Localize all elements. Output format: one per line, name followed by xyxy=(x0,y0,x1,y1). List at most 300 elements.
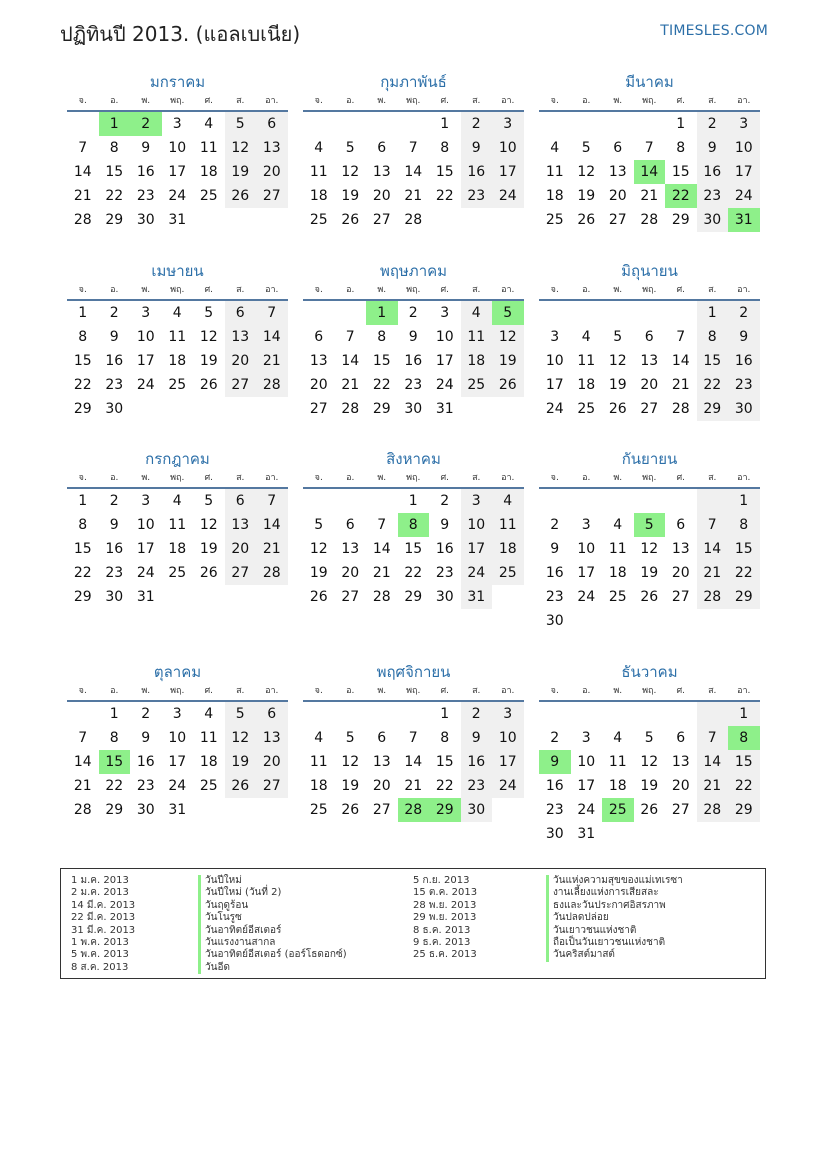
weekday-label: จ. xyxy=(550,285,559,295)
day-cell: 2 xyxy=(550,517,560,533)
day-cell: 15 xyxy=(728,537,760,561)
day-cell: 12 xyxy=(341,164,360,180)
day-cell: 2 xyxy=(550,730,560,746)
holiday-day-cell: 1 xyxy=(366,301,398,325)
day-cell: 4 xyxy=(581,329,591,345)
month-name: มีนาคม xyxy=(625,73,674,91)
day-cell: 13 xyxy=(309,353,328,369)
day-cell: 21 xyxy=(640,188,659,204)
day-cell: 19 xyxy=(640,565,659,581)
weekday-label: พ. xyxy=(141,285,151,295)
day-cell: 28 xyxy=(697,585,729,609)
day-cell: 6 xyxy=(613,140,623,156)
day-cell: 1 xyxy=(697,301,729,325)
day-cell: 15 xyxy=(105,164,124,180)
day-cell: 11 xyxy=(168,517,187,533)
day-cell: 28 xyxy=(73,212,92,228)
day-cell: 4 xyxy=(172,305,182,321)
day-cell: 9 xyxy=(408,329,418,345)
day-cell: 27 xyxy=(608,212,627,228)
day-cell: 17 xyxy=(577,778,596,794)
holiday-name: ธงและวันประกาศอิสรภาพ xyxy=(546,900,683,912)
day-cell: 11 xyxy=(199,140,218,156)
empty-cell xyxy=(602,301,634,325)
empty-cell xyxy=(634,489,666,513)
day-cell: 26 xyxy=(309,589,328,605)
day-cell: 23 xyxy=(136,778,155,794)
day-cell: 25 xyxy=(168,565,187,581)
day-cell: 1 xyxy=(78,493,88,509)
day-cell: 4 xyxy=(204,116,214,132)
empty-cell xyxy=(335,301,367,325)
day-cell: 3 xyxy=(492,702,524,726)
day-cell: 18 xyxy=(608,565,627,581)
day-cell: 25 xyxy=(168,377,187,393)
holiday-date: 15 ต.ค. 2013 xyxy=(413,887,478,899)
day-cell: 11 xyxy=(608,754,627,770)
month-calendar xyxy=(539,447,760,633)
day-cell: 24 xyxy=(545,401,564,417)
weekday-header xyxy=(303,684,524,698)
day-cell: 10 xyxy=(435,329,454,345)
day-cell: 21 xyxy=(256,349,288,373)
month-name: สิงหาคม xyxy=(386,450,441,468)
day-cell: 30 xyxy=(461,798,493,822)
empty-cell xyxy=(697,702,729,726)
day-cell: 29 xyxy=(105,802,124,818)
day-cell: 10 xyxy=(577,541,596,557)
day-cell: 10 xyxy=(577,754,596,770)
day-cell: 12 xyxy=(199,517,218,533)
weekday-label: อา. xyxy=(265,285,279,295)
day-cell: 20 xyxy=(341,565,360,581)
day-cell: 25 xyxy=(199,778,218,794)
day-cell: 30 xyxy=(545,826,564,842)
day-cell: 14 xyxy=(256,325,288,349)
day-cell: 18 xyxy=(608,778,627,794)
weekday-label: ศ. xyxy=(440,96,450,106)
day-cell: 12 xyxy=(225,136,257,160)
day-grid xyxy=(67,489,288,609)
day-cell: 12 xyxy=(199,329,218,345)
legend-left-dates xyxy=(71,875,135,974)
weekday-header xyxy=(303,94,524,108)
holiday-day-cell: 22 xyxy=(665,184,697,208)
empty-cell xyxy=(602,702,634,726)
day-cell: 24 xyxy=(492,184,524,208)
day-cell: 20 xyxy=(225,349,257,373)
day-cell: 27 xyxy=(671,589,690,605)
day-cell: 8 xyxy=(109,730,119,746)
day-cell: 5 xyxy=(345,730,355,746)
weekday-label: จ. xyxy=(314,285,323,295)
month-name: กุมภาพันธ์ xyxy=(380,73,447,91)
day-cell: 29 xyxy=(73,589,92,605)
day-cell: 6 xyxy=(377,730,387,746)
day-cell: 21 xyxy=(73,188,92,204)
empty-cell xyxy=(303,112,335,136)
day-cell: 3 xyxy=(492,112,524,136)
day-cell: 10 xyxy=(136,329,155,345)
weekday-label: ส. xyxy=(472,285,481,295)
empty-cell xyxy=(335,112,367,136)
month-name: เมษายน xyxy=(151,262,204,280)
day-cell: 31 xyxy=(168,802,187,818)
day-cell: 9 xyxy=(697,136,729,160)
brand-link[interactable]: TIMESLES.COM xyxy=(660,23,768,39)
day-cell: 29 xyxy=(671,212,690,228)
day-cell: 27 xyxy=(225,561,257,585)
weekday-label: ศ. xyxy=(676,473,686,483)
day-cell: 13 xyxy=(671,541,690,557)
weekday-label: จ. xyxy=(78,686,87,696)
empty-cell xyxy=(602,112,634,136)
day-cell: 19 xyxy=(640,778,659,794)
day-cell: 23 xyxy=(461,184,493,208)
weekday-header xyxy=(67,684,288,698)
day-cell: 12 xyxy=(492,325,524,349)
weekday-header xyxy=(539,283,760,297)
day-cell: 4 xyxy=(492,489,524,513)
day-cell: 19 xyxy=(608,377,627,393)
day-cell: 5 xyxy=(314,517,324,533)
day-cell: 20 xyxy=(372,188,391,204)
day-cell: 12 xyxy=(640,541,659,557)
weekday-label: พฤ. xyxy=(170,686,185,696)
day-cell: 3 xyxy=(461,489,493,513)
day-cell: 21 xyxy=(697,774,729,798)
empty-cell xyxy=(366,112,398,136)
day-cell: 8 xyxy=(109,140,119,156)
day-cell: 20 xyxy=(309,377,328,393)
day-cell: 30 xyxy=(136,212,155,228)
empty-cell xyxy=(539,489,571,513)
day-cell: 28 xyxy=(256,561,288,585)
day-cell: 26 xyxy=(199,565,218,581)
holiday-name: วันฤดูร้อน xyxy=(198,900,347,912)
day-cell: 3 xyxy=(440,305,450,321)
weekday-label: พฤ. xyxy=(642,96,657,106)
day-cell: 16 xyxy=(545,565,564,581)
holiday-date: 31 มี.ค. 2013 xyxy=(71,924,136,936)
day-cell: 19 xyxy=(492,349,524,373)
weekday-label: ส. xyxy=(472,96,481,106)
day-cell: 3 xyxy=(141,493,151,509)
holiday-name: วันแห่งความสุขของแม่เทเรซา xyxy=(546,875,683,887)
day-cell: 14 xyxy=(73,164,92,180)
day-cell: 16 xyxy=(697,160,729,184)
day-cell: 18 xyxy=(309,188,328,204)
month-name: กันยายน xyxy=(621,450,678,468)
day-cell: 7 xyxy=(256,489,288,513)
day-cell: 4 xyxy=(613,730,623,746)
day-cell: 14 xyxy=(372,541,391,557)
holiday-name: ถือเป็นวันเยาวชนแห่งชาติ xyxy=(546,937,683,949)
day-cell: 15 xyxy=(73,541,92,557)
day-cell: 6 xyxy=(676,730,686,746)
weekday-label: พ. xyxy=(377,686,387,696)
weekday-label: พฤ. xyxy=(170,473,185,483)
day-cell: 23 xyxy=(435,565,454,581)
holiday-day-cell: 5 xyxy=(492,301,524,325)
day-cell: 4 xyxy=(204,706,214,722)
day-cell: 10 xyxy=(492,726,524,750)
day-cell: 19 xyxy=(577,188,596,204)
day-cell: 8 xyxy=(78,329,88,345)
day-cell: 7 xyxy=(676,329,686,345)
day-cell: 7 xyxy=(78,730,88,746)
holiday-day-cell: 14 xyxy=(634,160,666,184)
day-cell: 26 xyxy=(492,373,524,397)
day-cell: 7 xyxy=(377,517,387,533)
day-cell: 19 xyxy=(309,565,328,581)
empty-cell xyxy=(634,301,666,325)
weekday-label: ส. xyxy=(472,686,481,696)
day-cell: 31 xyxy=(435,401,454,417)
day-cell: 10 xyxy=(168,730,187,746)
day-cell: 6 xyxy=(644,329,654,345)
weekday-label: อ. xyxy=(346,686,355,696)
month-calendar xyxy=(303,70,524,232)
holiday-day-cell: 15 xyxy=(99,750,131,774)
holiday-name: วันเยาวชนแห่งชาติ xyxy=(546,925,683,937)
month-calendar xyxy=(67,259,288,421)
empty-cell xyxy=(665,301,697,325)
day-cell: 6 xyxy=(225,301,257,325)
weekday-label: จ. xyxy=(314,96,323,106)
day-cell: 24 xyxy=(577,802,596,818)
month-name: กรกฎาคม xyxy=(145,450,210,468)
day-cell: 12 xyxy=(577,164,596,180)
day-cell: 1 xyxy=(440,116,450,132)
day-cell: 24 xyxy=(168,778,187,794)
weekday-label: ศ. xyxy=(676,96,686,106)
weekday-label: พ. xyxy=(377,285,387,295)
day-cell: 18 xyxy=(168,353,187,369)
empty-cell xyxy=(634,702,666,726)
weekday-header xyxy=(67,471,288,485)
holiday-name: วันอาทิตย์อีสเตอร์ (ออร์โธดอกซ์) xyxy=(198,949,347,961)
month-name: มกราคม xyxy=(149,73,206,91)
day-cell: 30 xyxy=(136,802,155,818)
day-cell: 17 xyxy=(168,164,187,180)
day-cell: 11 xyxy=(461,325,493,349)
day-cell: 25 xyxy=(309,212,328,228)
day-cell: 16 xyxy=(461,160,493,184)
day-cell: 2 xyxy=(728,301,760,325)
day-cell: 19 xyxy=(199,353,218,369)
day-cell: 20 xyxy=(256,160,288,184)
holiday-name: วันปีใหม่ (วันที่ 2) xyxy=(198,887,347,899)
holiday-name: วันอาทิตย์อีสเตอร์ xyxy=(198,925,347,937)
day-cell: 30 xyxy=(545,613,564,629)
weekday-label: อ. xyxy=(346,285,355,295)
day-cell: 23 xyxy=(404,377,423,393)
holiday-date: 8 ธ.ค. 2013 xyxy=(413,924,471,936)
weekday-label: พ. xyxy=(377,473,387,483)
day-cell: 7 xyxy=(408,140,418,156)
empty-cell xyxy=(303,489,335,513)
day-cell: 17 xyxy=(577,565,596,581)
day-cell: 29 xyxy=(728,585,760,609)
day-cell: 24 xyxy=(492,774,524,798)
weekday-label: อ. xyxy=(110,96,119,106)
holiday-date: 29 พ.ย. 2013 xyxy=(413,912,477,924)
month-name: ธันวาคม xyxy=(621,663,678,681)
day-cell: 17 xyxy=(168,754,187,770)
day-cell: 5 xyxy=(345,140,355,156)
empty-cell xyxy=(697,489,729,513)
day-cell: 2 xyxy=(141,706,151,722)
weekday-label: ส. xyxy=(708,686,717,696)
day-cell: 31 xyxy=(461,585,493,609)
day-cell: 28 xyxy=(372,589,391,605)
holiday-day-cell: 8 xyxy=(728,726,760,750)
empty-cell xyxy=(303,301,335,325)
day-cell: 5 xyxy=(613,329,623,345)
weekday-label: จ. xyxy=(550,473,559,483)
day-cell: 16 xyxy=(404,353,423,369)
day-cell: 10 xyxy=(136,517,155,533)
weekday-label: พ. xyxy=(141,686,151,696)
weekday-label: อ. xyxy=(110,285,119,295)
day-cell: 1 xyxy=(728,702,760,726)
empty-cell xyxy=(665,489,697,513)
weekday-label: ส. xyxy=(708,473,717,483)
day-cell: 4 xyxy=(314,140,324,156)
day-cell: 10 xyxy=(168,140,187,156)
day-cell: 13 xyxy=(225,325,257,349)
legend-left-names xyxy=(198,875,347,974)
day-cell: 31 xyxy=(168,212,187,228)
holiday-day-cell: 1 xyxy=(99,112,131,136)
weekday-label: จ. xyxy=(314,686,323,696)
day-cell: 11 xyxy=(168,329,187,345)
day-cell: 29 xyxy=(728,798,760,822)
day-cell: 30 xyxy=(728,397,760,421)
day-cell: 26 xyxy=(341,802,360,818)
day-cell: 17 xyxy=(136,353,155,369)
day-cell: 19 xyxy=(341,778,360,794)
weekday-label: อ. xyxy=(582,473,591,483)
day-cell: 19 xyxy=(341,188,360,204)
day-cell: 11 xyxy=(577,353,596,369)
weekday-label: อ. xyxy=(582,96,591,106)
day-cell: 30 xyxy=(404,401,423,417)
empty-cell xyxy=(398,702,430,726)
day-cell: 9 xyxy=(440,517,450,533)
day-cell: 7 xyxy=(644,140,654,156)
empty-cell xyxy=(398,112,430,136)
holiday-date: 5 ก.ย. 2013 xyxy=(413,875,470,886)
day-grid xyxy=(303,112,524,232)
day-cell: 24 xyxy=(136,565,155,581)
day-cell: 16 xyxy=(105,541,124,557)
day-cell: 18 xyxy=(199,164,218,180)
day-cell: 14 xyxy=(256,513,288,537)
empty-cell xyxy=(665,702,697,726)
day-cell: 17 xyxy=(545,377,564,393)
day-cell: 19 xyxy=(225,160,257,184)
day-cell: 7 xyxy=(697,513,729,537)
day-cell: 23 xyxy=(461,774,493,798)
day-cell: 28 xyxy=(73,802,92,818)
day-cell: 2 xyxy=(697,112,729,136)
day-cell: 11 xyxy=(545,164,564,180)
weekday-label: ศ. xyxy=(440,686,450,696)
day-cell: 10 xyxy=(545,353,564,369)
day-cell: 1 xyxy=(440,706,450,722)
day-cell: 8 xyxy=(697,325,729,349)
page-title: ปฏิทินปี 2013. (แอลเบเนีย) xyxy=(60,22,301,46)
empty-cell xyxy=(366,489,398,513)
month-calendar xyxy=(67,70,288,232)
day-cell: 4 xyxy=(314,730,324,746)
day-cell: 16 xyxy=(136,754,155,770)
day-grid xyxy=(67,702,288,822)
day-cell: 21 xyxy=(697,561,729,585)
day-cell: 28 xyxy=(404,212,423,228)
legend-right-dates xyxy=(413,875,477,962)
weekday-label: อา. xyxy=(265,686,279,696)
day-cell: 26 xyxy=(608,401,627,417)
weekday-label: ส. xyxy=(708,285,717,295)
empty-cell xyxy=(571,489,603,513)
day-cell: 26 xyxy=(225,184,257,208)
day-cell: 24 xyxy=(728,184,760,208)
day-cell: 12 xyxy=(309,541,328,557)
month-calendar xyxy=(303,259,524,421)
weekday-label: พ. xyxy=(141,473,151,483)
empty-cell xyxy=(602,489,634,513)
empty-cell xyxy=(571,112,603,136)
day-cell: 13 xyxy=(225,513,257,537)
weekday-header xyxy=(539,471,760,485)
weekday-label: จ. xyxy=(550,96,559,106)
day-cell: 27 xyxy=(671,802,690,818)
day-cell: 15 xyxy=(404,541,423,557)
weekday-label: พฤ. xyxy=(406,96,421,106)
month-name: ตุลาคม xyxy=(153,663,202,681)
day-cell: 2 xyxy=(109,305,119,321)
weekday-label: อ. xyxy=(346,96,355,106)
weekday-label: อ. xyxy=(110,473,119,483)
day-cell: 22 xyxy=(105,188,124,204)
day-cell: 5 xyxy=(644,730,654,746)
day-cell: 9 xyxy=(109,329,119,345)
day-cell: 23 xyxy=(136,188,155,204)
day-cell: 21 xyxy=(372,565,391,581)
day-cell: 16 xyxy=(136,164,155,180)
weekday-label: ศ. xyxy=(676,686,686,696)
day-cell: 7 xyxy=(256,301,288,325)
day-cell: 23 xyxy=(105,377,124,393)
empty-cell xyxy=(539,112,571,136)
empty-cell xyxy=(335,702,367,726)
day-cell: 2 xyxy=(461,702,493,726)
weekday-label: พ. xyxy=(613,686,623,696)
day-cell: 8 xyxy=(440,140,450,156)
day-cell: 20 xyxy=(372,778,391,794)
day-grid xyxy=(303,702,524,822)
day-cell: 2 xyxy=(408,305,418,321)
day-cell: 22 xyxy=(372,377,391,393)
day-cell: 7 xyxy=(697,726,729,750)
day-cell: 15 xyxy=(372,353,391,369)
day-cell: 14 xyxy=(671,353,690,369)
day-cell: 16 xyxy=(105,353,124,369)
weekday-label: พฤ. xyxy=(642,473,657,483)
